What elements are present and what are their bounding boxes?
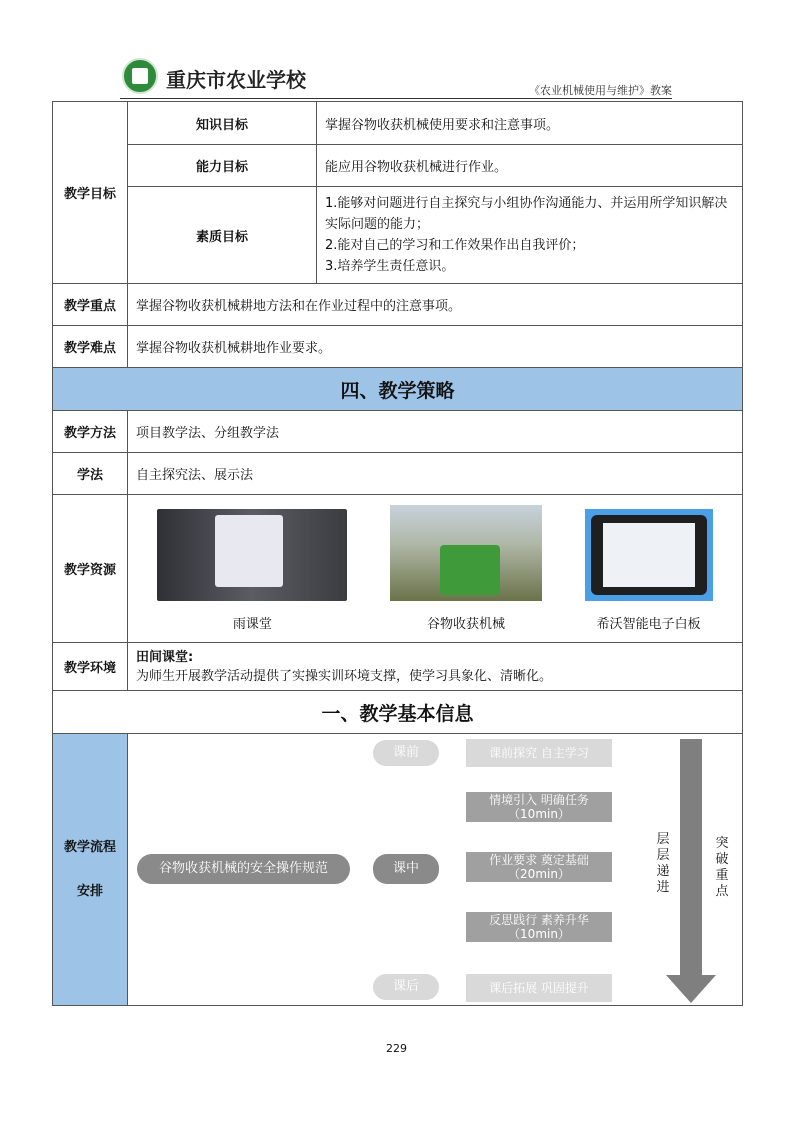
quality-goal-label: 素质目标 (128, 187, 317, 284)
flow-cell (128, 734, 743, 1006)
resource-caption: 希沃智能电子白板 (596, 617, 701, 632)
methods-label: 教学方法 (53, 411, 128, 453)
difficulties-label: 教学难点 (53, 326, 128, 368)
resources-label: 教学资源 (53, 495, 128, 643)
resource-harvester (390, 505, 542, 632)
resources-cell (128, 495, 743, 643)
school-logo (122, 58, 158, 94)
stage-post-class: 课后 (373, 974, 439, 1000)
methods-text: 项目教学法、分组教学法 (128, 411, 743, 453)
school-name: 重庆市农业学校 (166, 68, 306, 92)
stage-in-class: 课中 (373, 854, 439, 884)
side-text-left: 层层递进 (656, 832, 670, 895)
harvester-photo (390, 505, 542, 601)
doc-title: 《农业机械使用与维护》教案 (529, 84, 672, 97)
step-reflection: 反思践行 素养升华 （10min） (466, 912, 612, 942)
stage-pre-class: 课前 (373, 740, 439, 766)
learning-label: 学法 (53, 453, 128, 495)
objectives-label: 教学目标 (53, 102, 128, 284)
difficulties-text: 掌握谷物收获机械耕地作业要求。 (128, 326, 743, 368)
key-points-label: 教学重点 (53, 284, 128, 326)
header-divider (120, 98, 672, 99)
knowledge-goal-text: 掌握谷物收获机械使用要求和注意事项。 (317, 102, 743, 145)
page-header (120, 56, 672, 100)
flow-label: 教学流程 安排 (53, 734, 128, 1006)
section-basic-info-heading: 一、教学基本信息 (53, 691, 743, 734)
resource-caption: 谷物收获机械 (426, 617, 505, 632)
main-topic-pill: 谷物收获机械的安全操作规范 (137, 854, 350, 884)
resource-whiteboard (585, 509, 713, 632)
environment-text: 为师生开展教学活动提供了实操实训环境支撑，使学习具象化、清晰化。 (136, 668, 553, 684)
lesson-plan-table (52, 101, 743, 1006)
progress-arrow-icon (666, 739, 716, 1003)
knowledge-goal-label: 知识目标 (128, 102, 317, 145)
step-intro: 情境引入 明确任务 （10min） (466, 792, 612, 822)
page-number: 229 (386, 1042, 407, 1055)
section-strategy-heading: 四、教学策略 (53, 368, 743, 411)
environment-label: 教学环境 (53, 643, 128, 691)
quality-goal-text: 1.能够对问题进行自主探究与小组协作沟通能力、并运用所学知识解决实际问题的能力； 2.能对自己的学习和工作效果作出自我评价； 3.培养学生责任意识。 (317, 187, 743, 284)
whiteboard-photo (585, 509, 713, 601)
key-points-text: 掌握谷物收获机械耕地方法和在作业过程中的注意事项。 (128, 284, 743, 326)
step-requirements: 作业要求 奠定基础 （20min） (466, 852, 612, 882)
resource-caption: 雨课堂 (232, 617, 272, 632)
environment-cell (128, 643, 743, 691)
environment-title: 田间课堂: (136, 649, 194, 665)
step-pre-class: 课前探究 自主学习 (466, 739, 612, 767)
ability-goal-label: 能力目标 (128, 145, 317, 187)
step-post-class: 课后拓展 巩固提升 (466, 974, 612, 1002)
ability-goal-text: 能应用谷物收获机械进行作业。 (317, 145, 743, 187)
side-text-right: 突破重点 (715, 836, 729, 899)
learning-text: 自主探究法、展示法 (128, 453, 743, 495)
resource-rain-classroom (157, 509, 347, 632)
rain-classroom-image (157, 509, 347, 601)
